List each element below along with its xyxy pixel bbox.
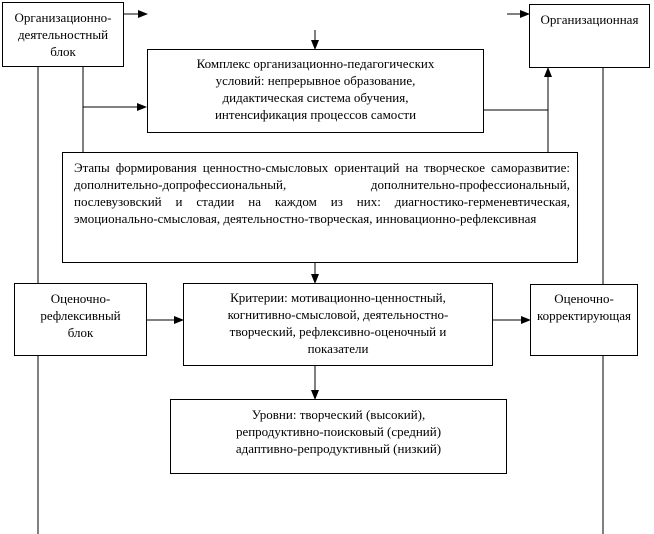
criteria-box bbox=[183, 283, 493, 366]
block-org-activity bbox=[2, 2, 124, 67]
block-evaluative-corrective bbox=[530, 284, 638, 356]
block-evaluative-reflexive bbox=[14, 283, 147, 356]
block-org-activity-label: Организационно- деятельностный блок bbox=[14, 10, 112, 59]
levels-text: Уровни: творческий (высокий), репродуктивно-поисковый (средний) адаптивно-репродуктивный (низкий) bbox=[235, 407, 442, 456]
conditions-text: Комплекс организационно-педагогических условий: непрерывное образование, дидактическая система обучения, интенсификация процессов самости bbox=[196, 56, 435, 122]
conditions-box bbox=[147, 49, 484, 133]
block-organizational bbox=[529, 4, 650, 68]
block-evaluative-reflexive-label: Оценочно- рефлексивный блок bbox=[40, 291, 121, 340]
levels-box bbox=[170, 399, 507, 474]
stages-text: Этапы формирования ценностно-смысловых ориентаций на творческое саморазвитие: дополнительно-допрофессиональный, дополнительно-профессиональный, послевузовский и стадии на каждом из них: диагностико-герменевтическая, эмоционально-смысловая, деятельностно-творческая, инновационно-рефлексивная bbox=[74, 160, 570, 226]
criteria-text: Критерии: мотивационно-ценностный, когнитивно-смысловой, деятельностно- творческий, рефлексивно-оценочный и показатели bbox=[227, 290, 449, 356]
block-organizational-label: Организационная bbox=[540, 12, 639, 27]
stages-box bbox=[62, 152, 578, 263]
block-evaluative-corrective-label: Оценочно- корректирующая bbox=[536, 291, 631, 323]
